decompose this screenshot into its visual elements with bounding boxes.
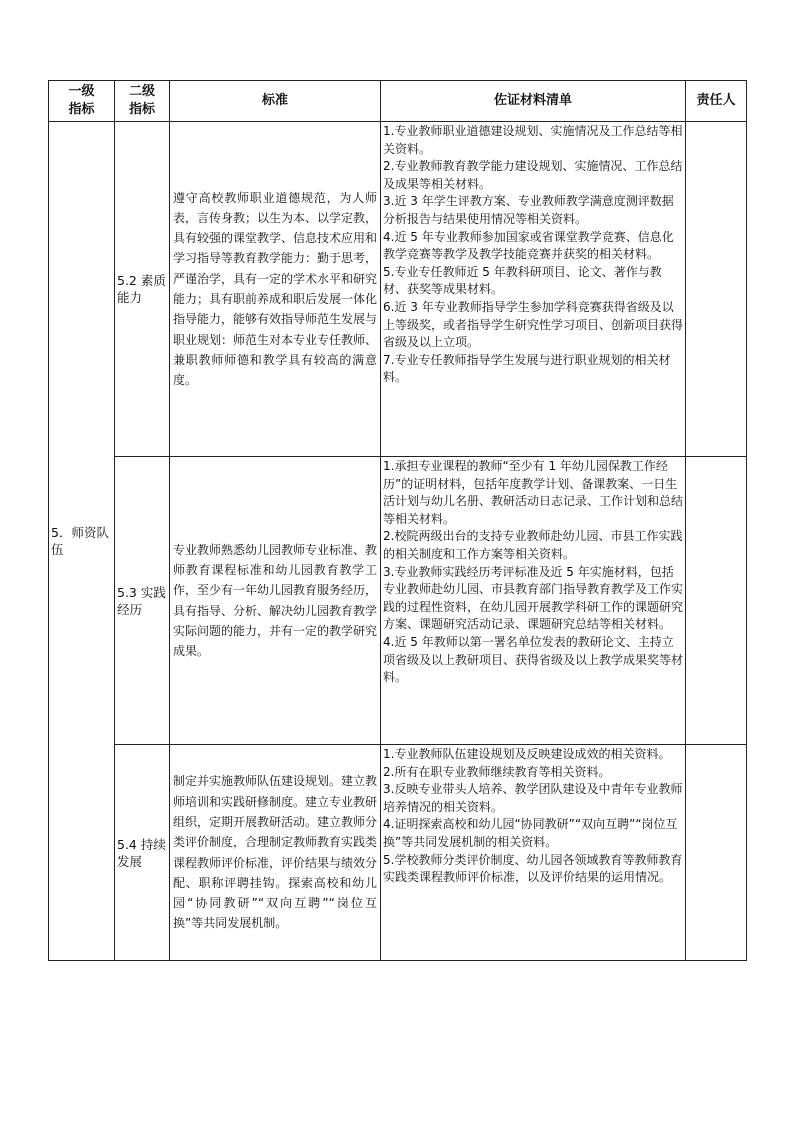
evidence-item: 4.近 5 年专业教师参加国家或省课堂教学竞赛、信息化教学竞赛等教学及教学技能竞赛并获奖的相关材料。: [383, 229, 674, 262]
header-row: [49, 81, 747, 122]
evidence-cell: [381, 745, 686, 961]
evidence-item: 3.近 3 年学生评教方案、专业教师教学满意度测评数据分析报告与结果使用情况等相关资料。: [383, 194, 674, 226]
indicator-table: [48, 80, 747, 961]
table-row: [49, 457, 747, 745]
responsible-cell: [686, 745, 747, 961]
standard-cell: 专业教师熟悉幼儿园教师专业标准、教师教育课程标准和幼儿园教育教学工作，至少有一年幼儿园教育服务经历，具有指导、分析、解决幼儿园教育教学实际问题的能力，并有一定的教学研究成果。: [170, 457, 381, 745]
standard-cell: 制定并实施教师队伍建设规划。建立教师培训和实践研修制度。建立专业教研组织，定期开展教研活动。建立教师分类评价制度，合理制定教师教育实践类课程教师评价标准，评价结果与绩效分配、职称评聘挂钩。探索高校和幼儿园“协同教研”“双向互聘”“岗位互换”等共同发展机制。: [170, 745, 381, 961]
evidence-item: 1.专业教师职业道德建设规划、实施情况及工作总结等相关资料。: [383, 124, 683, 156]
evidence-item: 4.证明探索高校和幼儿园“协同教研”“双向互聘”“岗位互换”等共同发展机制的相关资料。: [383, 817, 678, 849]
evidence-item: 2.专业教师教育教学能力建设规划、实施情况、工作总结及成果等相关材料。: [383, 159, 683, 191]
evidence-item: 7.专业专任教师指导学生发展与进行职业规划的相关材料。: [383, 352, 671, 385]
header-responsible: 责任人: [686, 81, 747, 122]
header-level1: 一级 指标: [49, 81, 115, 122]
evidence-item: 3.专业教师实践经历考评标准及近 5 年实施材料，包括专业教师赴幼儿园、市县教育部门指导教育教学及工作实践的过程性资料，在幼儿园开展教学科研工作的课题研究方案、课题研究活动记录、课题研究总结等相关材料。: [383, 564, 684, 632]
level2-indicator-cell: 5.4 持续发展: [115, 745, 170, 961]
evidence-item: 1.承担专业课程的教师“至少有 1 年幼儿园保教工作经历”的证明材料，包括年度教学计划、备课教案、一日生活计划与幼儿名册、教研活动日志记录、工作计划和总结等相关材料。: [383, 459, 684, 526]
header-level2: 二级 指标: [115, 81, 170, 122]
level2-indicator-cell: 5.2 素质能力: [115, 122, 170, 457]
evidence-item: 2.校院两级出台的支持专业教师赴幼儿园、市县工作实践的相关制度和工作方案等相关资料。: [383, 529, 683, 561]
table-row: [49, 122, 747, 457]
header-standard: 标准: [170, 81, 381, 122]
evidence-item: 1.专业教师队伍建设规划及反映建设成效的相关资料。: [383, 747, 671, 761]
evidence-cell: [381, 457, 686, 745]
evidence-item: 6.近 3 年专业教师指导学生参加学科竞赛获得省级及以上等级奖，或者指导学生研究性学习项目、创新项目获得省级及以上立项。: [383, 299, 684, 350]
indicator-sheet: [48, 80, 746, 961]
evidence-item: 5.专业专任教师近 5 年教科研项目、论文、著作与教材、获奖等成果材料。: [383, 264, 662, 297]
evidence-item: 3.反映专业带头人培养、教学团队建设及中青年专业教师培养情况的相关资料。: [383, 782, 683, 814]
table-row: [49, 745, 747, 961]
standard-cell: 遵守高校教师职业道德规范，为人师表，言传身教；以生为本、以学定教，具有较强的课堂教学、信息技术应用和学习指导等教育教学能力：勤于思考，严谨治学，具有一定的学术水平和研究能力；具有职前养成和职后发展一体化指导能力，能够有效指导师范生发展与职业规划：师范生对本专业专任教师、兼职教师师德和教学具有较高的满意度。: [170, 122, 381, 457]
evidence-item: 5.学校教师分类评价制度、幼儿园各领域教育等教师教育实践类课程教师评价标准，以及评价结果的运用情况。: [383, 852, 683, 885]
header-evidence: 佐证材料清单: [381, 81, 686, 122]
responsible-cell: [686, 457, 747, 745]
evidence-item: 4.近 5 年教师以第一署名单位发表的教研论文、主持立项省级及以上教研项目、获得省级及以上教学成果奖等材料。: [383, 634, 684, 685]
responsible-cell: [686, 122, 747, 457]
evidence-item: 2.所有在职专业教师继续教育等相关资料。: [383, 764, 611, 779]
level1-indicator-cell: 5．师资队伍: [49, 122, 115, 961]
level2-indicator-cell: 5.3 实践经历: [115, 457, 170, 745]
evidence-cell: [381, 122, 686, 457]
